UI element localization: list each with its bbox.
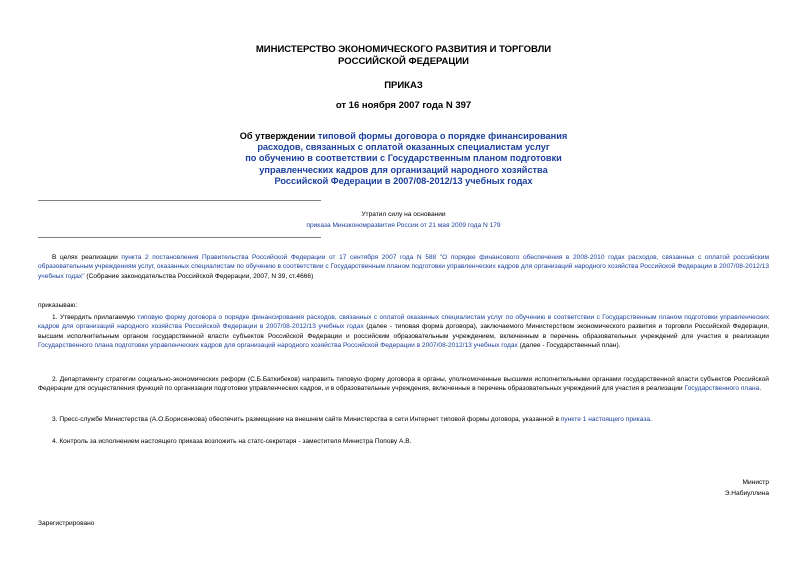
preamble-text-1: В целях реализации — [52, 254, 122, 261]
notice-line2 — [0, 222, 807, 231]
title-text: Об утверждении — [239, 131, 318, 141]
document-title — [0, 131, 807, 187]
title-line-1 — [0, 131, 807, 142]
title-line-4 — [0, 165, 807, 176]
notice-line1: Утратил силу на основании — [361, 211, 446, 218]
divider-top — [38, 200, 321, 201]
signature-position: Министр — [742, 479, 769, 486]
item-2-paragraph — [38, 375, 769, 394]
signature-name: Э.Набиуллина — [724, 490, 769, 497]
item-1-text-1: 1. Утвердить прилагаемую — [52, 314, 138, 321]
item-1-text-3: (далее - Государственный план). — [517, 341, 621, 349]
title-link-3[interactable]: по обучению в соответствии с Государственным планом подготовки — [245, 153, 562, 164]
title-line-2 — [0, 142, 807, 153]
item-3-paragraph — [38, 415, 769, 424]
state-plan-link-2[interactable]: Государственного плана — [684, 385, 760, 393]
contract-form-link[interactable]: типовую форму договора о порядке финансирования расходов, связанных с оплатой оказанных специалистам услуг по обучению в соответствии с Государственным планом подготовки управленческих кадров для организаций народного хозяйства Российской Федерации в 2007/08-2012/13 учебных годах — [38, 314, 769, 331]
item-2-text-1: 2. Департаменту стратегии социально-экономических реформ (С.Б.Баткибеков) направить типовую форму договора в органы, уполномоченные высшими исполнительными органами государственной власти субъектов Российской Федерации для осуществления функций по организации подготовки управленческих кадров, и в образовательные учреждения, включенные в перечень образовательных учреждений для участия в реализации — [38, 376, 769, 393]
item-1-text-2: (далее - типовая форма договора), заключаемого Министерством экономического развития и торговли Российской Федерации, высшим исполнительным органом государственной власти субъектов Российской Федерации и российским образовательным учреждением, включенным в перечень образовательных учреждений для участия в реализации — [38, 323, 769, 340]
item-4-paragraph: 4. Контроль за исполнением настоящего приказа возложить на статс-секретаря - заместителя Министра Попову А.В. — [52, 438, 412, 445]
item-1-paragraph — [38, 313, 769, 350]
divider-bottom — [38, 237, 321, 238]
ministry-name-line2: РОССИЙСКОЙ ФЕДЕРАЦИИ — [337, 56, 469, 67]
preamble-paragraph — [38, 253, 769, 281]
decree-link[interactable]: пункта 2 постановления Правительства Российской Федерации от 17 сентября 2007 года N 588 "О порядке финансового обеспечения в 2008-2010 годах расходов, связанных с оплатой российским образовательным учреждениям услуг, оказанных специалистам по обучению в соответствии с Государственным планом подготовки управленческих кадров для организаций народного хозяйства Российской Федерации в 2007/08-2012/13 учебных годах" — [38, 254, 769, 280]
document-date: от 16 ноября 2007 года N 397 — [335, 100, 472, 111]
title-link-2[interactable]: расходов, связанных с оплатой оказанных специалистам услуг — [257, 142, 550, 153]
order-word: приказываю: — [38, 302, 78, 309]
preamble-text-2: (Собрание законодательства Российской Федерации, 2007, N 39, ст.4666) — [84, 272, 314, 280]
item-2-text-2: . — [759, 385, 762, 393]
ministry-name-line1: МИНИСТЕРСТВО ЭКОНОМИЧЕСКОГО РАЗВИТИЯ И ТОРГОВЛИ — [255, 44, 552, 55]
item-3-text-1: 3. Пресс-службе Министерства (А.О.Борисенкова) обеспечить размещение на внешнем сайте Министерства в сети Интернет типовой формы договора, указанной в — [52, 416, 561, 423]
registration-note: Зарегистрировано — [38, 520, 95, 527]
title-link-5[interactable]: Российской Федерации в 2007/08-2012/13 учебных годах — [274, 175, 533, 186]
title-line-5 — [0, 176, 807, 187]
repeal-order-link[interactable]: приказа Минэкономразвития России от 21 мая 2009 года N 179 — [306, 222, 501, 229]
document-type: ПРИКАЗ — [384, 80, 423, 91]
state-plan-link[interactable]: Государственного плана подготовки управленческих кадров для организаций народного хозяйства Российской Федерации в 2007/08-2012/13 учебных годах — [38, 341, 518, 349]
title-link-4[interactable]: управленческих кадров для организаций народного хозяйства — [259, 164, 548, 175]
item-3-text-2: . — [650, 416, 652, 423]
title-line-3 — [0, 153, 807, 164]
item-1-reference-link[interactable]: пункте 1 настоящего приказа — [560, 416, 651, 423]
title-link-1[interactable]: типовой формы договора о порядке финансирования — [317, 131, 568, 141]
